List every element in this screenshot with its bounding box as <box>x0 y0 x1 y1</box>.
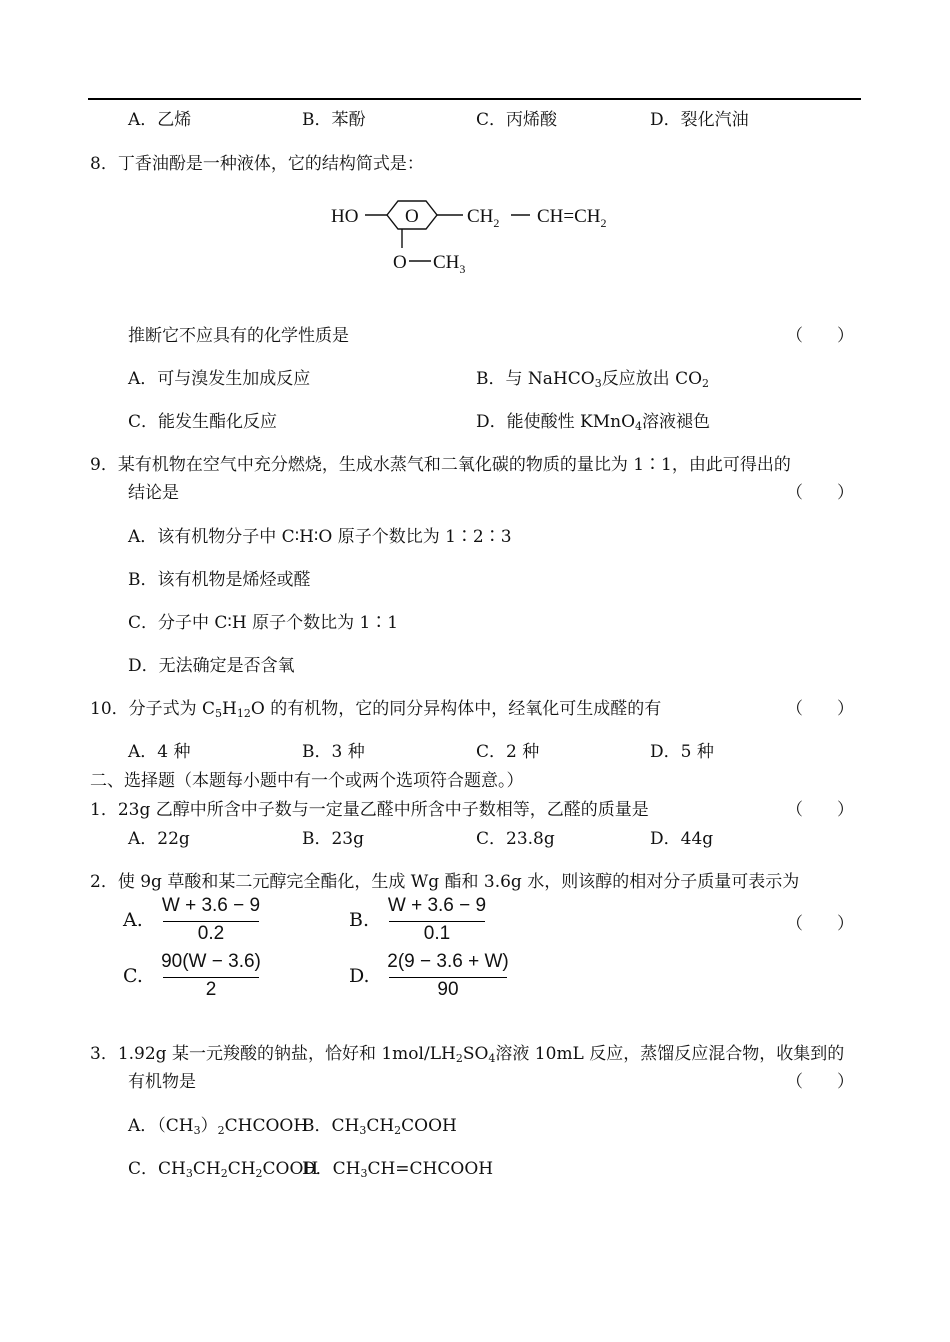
s2q1-option-d: D．44g <box>650 829 714 849</box>
q9-option-a: A．该有机物分子中 C∶H∶O 原子个数比为 1∶2∶3 <box>128 527 512 547</box>
q7-option-a: A．乙烯 <box>128 110 192 130</box>
structure-ring-o: O <box>405 206 419 227</box>
s2q3-option-b: B．$CH_3CH_2COOH$ <box>302 1116 457 1137</box>
svg-text:CH3: $CH_3$ <box>433 252 466 276</box>
q8-prompt: 推断它不应具有的化学性质是 <box>128 326 349 346</box>
s2q3-option-c: C．$CH_3CH_2CH_2COOH$ <box>128 1159 319 1180</box>
q9-option-d: D．无法确定是否含氧 <box>128 656 295 676</box>
s2q3-stem-line1: 3．1.92g 某一元羧酸的钠盐，恰好和 $1mol/LH_2SO_4$溶液 10mL 反应，蒸馏反应混合物，收集到的 <box>90 1044 845 1065</box>
q10-option-a: A．4 种 <box>128 742 191 762</box>
q9-stem-line2: 结论是 <box>128 483 179 503</box>
q8-option-b: B．与 NaHCO$_3$反应放出 $CO_2$ <box>476 369 710 390</box>
s2q1-answer-bracket: （ ） <box>786 800 854 820</box>
q8-option-a: A．可与溴发生加成反应 <box>128 369 311 389</box>
q10-answer-bracket: （ ） <box>786 699 854 719</box>
q8-answer-bracket: （ ） <box>786 326 854 346</box>
structure-o: O <box>393 252 407 273</box>
q10-option-b: B．3 种 <box>302 742 365 762</box>
s2q3-option-d: D．$CH_3CH=CHCOOH$ <box>302 1159 494 1180</box>
svg-text:CH2: $CH_2$ <box>467 206 500 230</box>
q7-option-c: C．丙烯酸 <box>476 110 558 130</box>
s2q3-stem-line2: 有机物是 <box>128 1072 196 1092</box>
s2q2-option-c: C. 90(W − 3.6) 2 <box>123 951 261 1000</box>
eugenol-structure-diagram <box>325 186 655 286</box>
s2q1-option-b: B．23g <box>302 829 365 849</box>
q9-option-c: C．分子中 C∶H 原子个数比为 1∶1 <box>128 613 399 633</box>
q10-option-d: D．5 种 <box>650 742 714 762</box>
s2q2-option-a: A. W + 3.6 − 9 0.2 <box>123 895 261 944</box>
s2q3-option-a: A．$(CH_3)_2CHCOOH$ <box>128 1116 309 1137</box>
q8-stem: 8．丁香油酚是一种液体，它的结构简式是： <box>90 154 424 174</box>
s2q3-answer-bracket: （ ） <box>786 1072 854 1092</box>
top-rule <box>88 98 861 100</box>
s2q1-option-a: A．22g <box>128 829 190 849</box>
q10-option-c: C．2 种 <box>476 742 540 762</box>
svg-text:CH=CH2: $CH=CH_2$ <box>537 206 607 230</box>
s2q2-answer-bracket: （ ） <box>786 914 854 934</box>
s2q2-stem: 2．使 9g 草酸和某二元醇完全酯化，生成 Wg 酯和 3.6g 水，则该醇的相对分子质量可表示为 <box>90 872 800 892</box>
q7-option-b: B．苯酚 <box>302 110 366 130</box>
structure-ho: HO <box>331 206 359 227</box>
q7-option-d: D．裂化汽油 <box>650 110 749 130</box>
q9-option-b: B．该有机物是烯烃或醛 <box>128 570 311 590</box>
q8-option-d: D．能使酸性 KMnO$_4$溶液褪色 <box>476 412 711 433</box>
section2-heading: 二、选择题（本题每小题中有一个或两个选项符合题意。） <box>90 771 524 791</box>
s2q1-option-c: C．23.8g <box>476 829 555 849</box>
s2q2-option-b: B. W + 3.6 − 9 0.1 <box>349 895 487 944</box>
s2q1-stem: 1．23g 乙醇中所含中子数与一定量乙醛中所含中子数相等，乙醛的质量是 <box>90 800 649 820</box>
q8-option-c: C．能发生酯化反应 <box>128 412 278 432</box>
q9-stem-line1: 9．某有机物在空气中充分燃烧，生成水蒸气和二氧化碳的物质的量比为 1∶1，由此可得出的 <box>90 455 791 475</box>
q10-stem: 10．分子式为 $C_5H_{12}O$ 的有机物，它的同分异构体中，经氧化可生成醛的有 <box>90 699 662 720</box>
s2q2-option-d: D. 2(9 − 3.6 + W) 90 <box>349 951 509 1000</box>
q9-answer-bracket: （ ） <box>786 483 854 503</box>
